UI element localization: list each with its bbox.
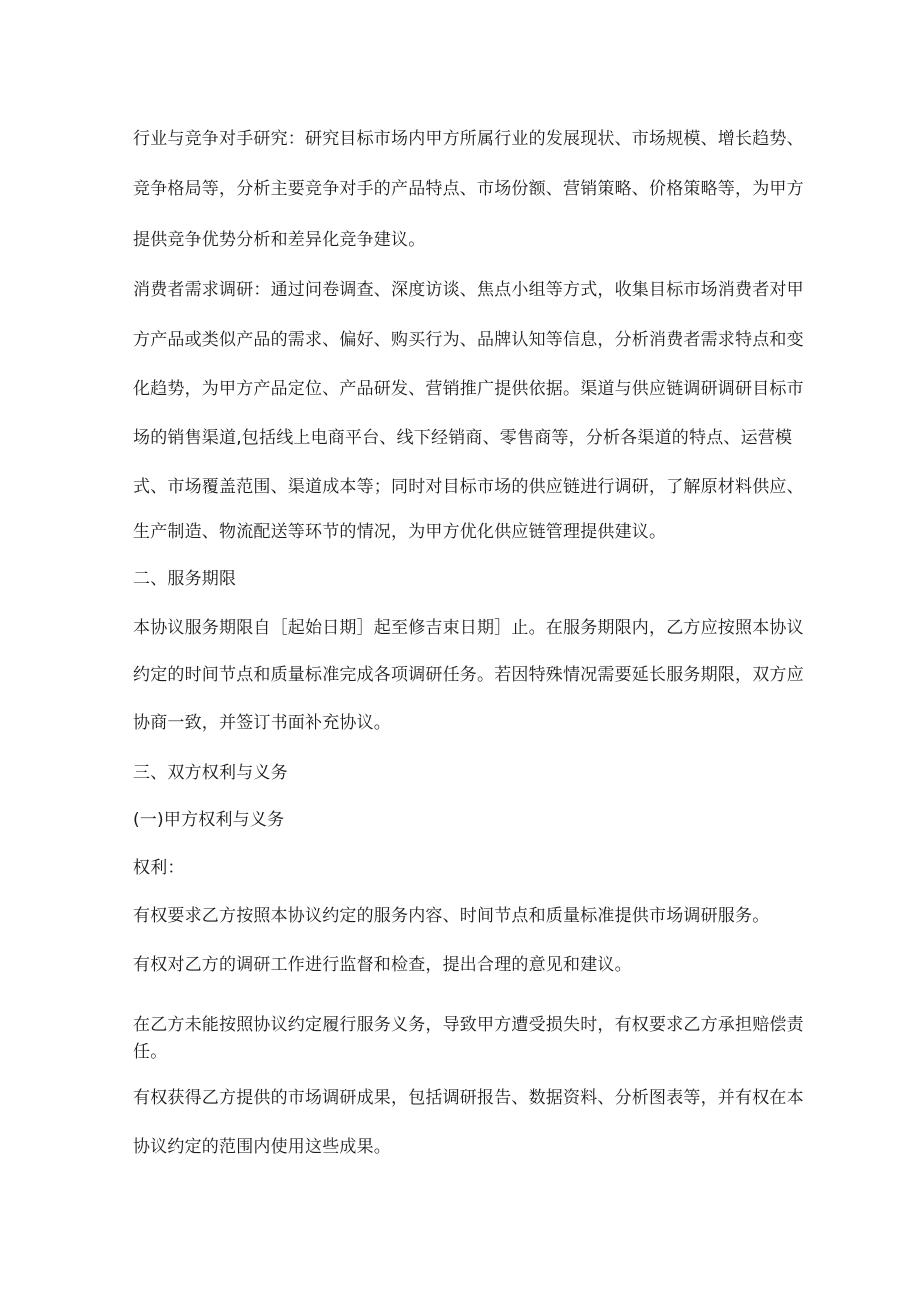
paragraph-industry-line-1: 行业与竞争对手研究：研究目标市场内甲方所属行业的发展现状、市场规模、增长趋势、 xyxy=(133,129,804,149)
paragraph-consumer-line-5: 式、市场覆盖范围、渠道成本等；同时对目标市场的供应链进行调研，了解原材料供应、 xyxy=(133,477,804,497)
rights-item-2: 有权对乙方的调研工作进行监督和检查，提出合理的意见和建议。 xyxy=(133,955,632,975)
paragraph-service-period-line-1: 本协议服务期限自［起始日期］起至修吉束日期］止。在服务期限内，乙方应按照本协议 xyxy=(133,618,804,638)
paragraph-consumer-line-4: 场的销售渠道,包括线上电商平台、线下经销商、零售商等，分析各渠道的特点、运营模 xyxy=(133,428,793,448)
subsection-heading-party-a: (一)甲方权利与义务 xyxy=(133,810,285,830)
paragraph-consumer-line-6: 生产制造、物流配送等环节的情况，为甲方优化供应链管理提供建议。 xyxy=(133,522,667,542)
section-heading-rights-obligations: 三、双方权利与义务 xyxy=(133,763,288,783)
rights-item-1: 有权要求乙方按照本协议约定的服务内容、时间节点和质量标准提供市场调研服务。 xyxy=(133,906,770,926)
paragraph-service-period-line-2: 约定的时间节点和质量标准完成各项调研任务。若因特殊情况需要延长服务期限，双方应 xyxy=(133,665,804,685)
rights-item-3-line-1: 在乙方未能按照协议约定履行服务义务，导致甲方遭受损失时，有权要求乙方承担赔偿责 xyxy=(133,1015,804,1035)
paragraph-consumer-line-2: 方产品或类似产品的需求、偏好、购买行为、品牌认知等信息，分析消费者需求特点和变 xyxy=(133,330,804,350)
paragraph-consumer-line-3: 化趋势，为甲方产品定位、产品研发、营销推广提供依据。渠道与供应链调研调研目标市 xyxy=(133,379,804,399)
rights-item-4-line-2: 协议约定的范围内使用这些成果。 xyxy=(133,1137,391,1157)
paragraph-service-period-line-3: 协商一致，并签订书面补充协议。 xyxy=(133,713,391,733)
rights-item-3-line-2: 任。 xyxy=(133,1042,168,1062)
section-heading-service-period: 二、服务期限 xyxy=(133,569,237,589)
paragraph-industry-line-3: 提供竞争优势分析和差异化竞争建议。 xyxy=(133,230,426,250)
label-rights: 权利： xyxy=(133,858,185,878)
paragraph-industry-line-2: 竞争格局等，分析主要竞争对手的产品特点、市场份额、营销策略、价格策略等，为甲方 xyxy=(133,179,804,199)
rights-item-4-line-1: 有权获得乙方提供的市场调研成果，包括调研报告、数据资料、分析图表等，并有权在本 xyxy=(133,1088,804,1108)
paragraph-consumer-line-1: 消费者需求调研：通过问卷调查、深度访谈、焦点小组等方式，收集目标市场消费者对甲 xyxy=(133,280,804,300)
